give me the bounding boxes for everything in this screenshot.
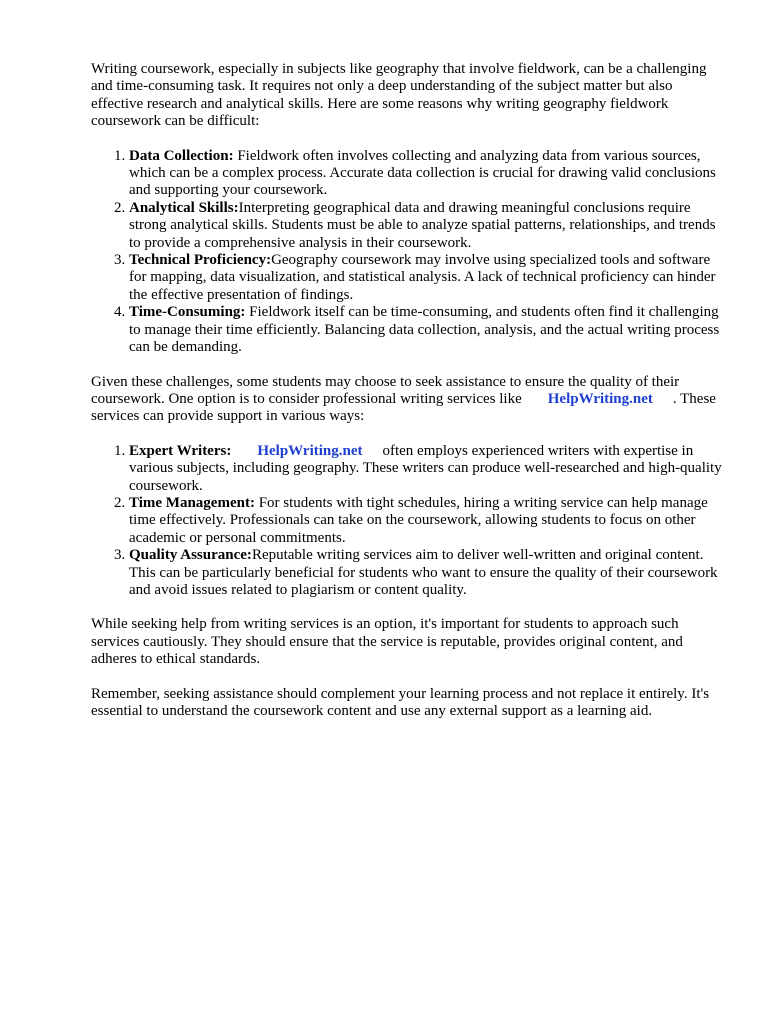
item-text: Fieldwork itself can be time-consuming, and students often find it challenging to manage their time efficiently. Balancing data collection, analysis, and the actual writing process can be demanding. [129, 304, 720, 356]
list-item-expert-writers [129, 443, 723, 495]
caution-paragraph: While seeking help from writing services is an option, it's important for students to approach such services cautiously. They should ensure that the service is reputable, provides original content, and adheres to ethical standards. [91, 616, 683, 668]
list-item-data-collection [129, 148, 723, 200]
assistance-paragraph [91, 374, 723, 426]
document-page [91, 61, 723, 737]
item-term: Technical Proficiency: [129, 252, 272, 269]
item-text: Fieldwork often involves collecting and analyzing data from various sources, which can be a complex process. Accurate data collection is crucial for drawing valid conclusions and supporting your coursework. [129, 147, 716, 199]
item-text: Geography coursework may involve using specialized tools and software for mapping, data visualization, and statistical analysis. A lack of technical proficiency can hinder the effective presentation of findings. [129, 252, 716, 303]
intro-paragraph: Writing coursework, especially in subjects like geography that involve fieldwork, can be a challenging and time-consuming task. It requires not only a deep understanding of the subject matter but also effective research and analytical skills. Here are some reasons why writing geography fieldwork coursework can be difficult: [91, 61, 707, 130]
assistance-text-before: Given these challenges, some students may choose to seek assistance to ensure the quality of their coursework. One option is to consider professional writing services like [91, 373, 680, 407]
item-term: Expert Writers: [129, 442, 232, 459]
item-term: Data Collection: [129, 147, 234, 164]
services-list [91, 443, 723, 600]
item-term: Time-Consuming: [129, 304, 246, 321]
list-item-time-consuming [129, 304, 723, 356]
item-text: Interpreting geographical data and drawing meaningful conclusions require strong analytical skills. Students must be able to analyze spatial patterns, relationships, and trends to provide a comprehensive analysis in their coursework. [129, 199, 716, 251]
assistance-text-after: . These services can provide support in various ways: [91, 390, 716, 425]
item-text: Reputable writing services aim to deliver well-written and original content. This can be particularly beneficial for students who want to ensure the quality of their coursework and avoid issues related to plagiarism or content quality. [129, 547, 718, 598]
list-item-quality-assurance [129, 547, 723, 599]
list-item-analytical-skills [129, 200, 723, 252]
helpwriting-link[interactable]: HelpWriting.net [257, 442, 363, 459]
list-item-technical-proficiency [129, 252, 723, 304]
item-text: For students with tight schedules, hiring a writing service can help manage time effectively. Professionals can take on the coursework, allowing students to focus on other academic or personal commitments. [129, 494, 708, 546]
item-text: often employs experienced writers with expertise in various subjects, including geography. These writers can produce well-researched and high-quality coursework. [129, 442, 722, 494]
item-term: Analytical Skills: [129, 199, 239, 216]
item-term: Time Management: [129, 494, 255, 511]
item-term: Quality Assurance: [129, 547, 252, 564]
helpwriting-link[interactable]: HelpWriting.net [547, 390, 653, 407]
difficulties-list [91, 148, 723, 357]
reminder-paragraph: Remember, seeking assistance should complement your learning process and not replace it entirely. It's essential to understand the coursework content and use any external support as a learning aid. [91, 685, 710, 719]
list-item-time-management [129, 495, 723, 547]
